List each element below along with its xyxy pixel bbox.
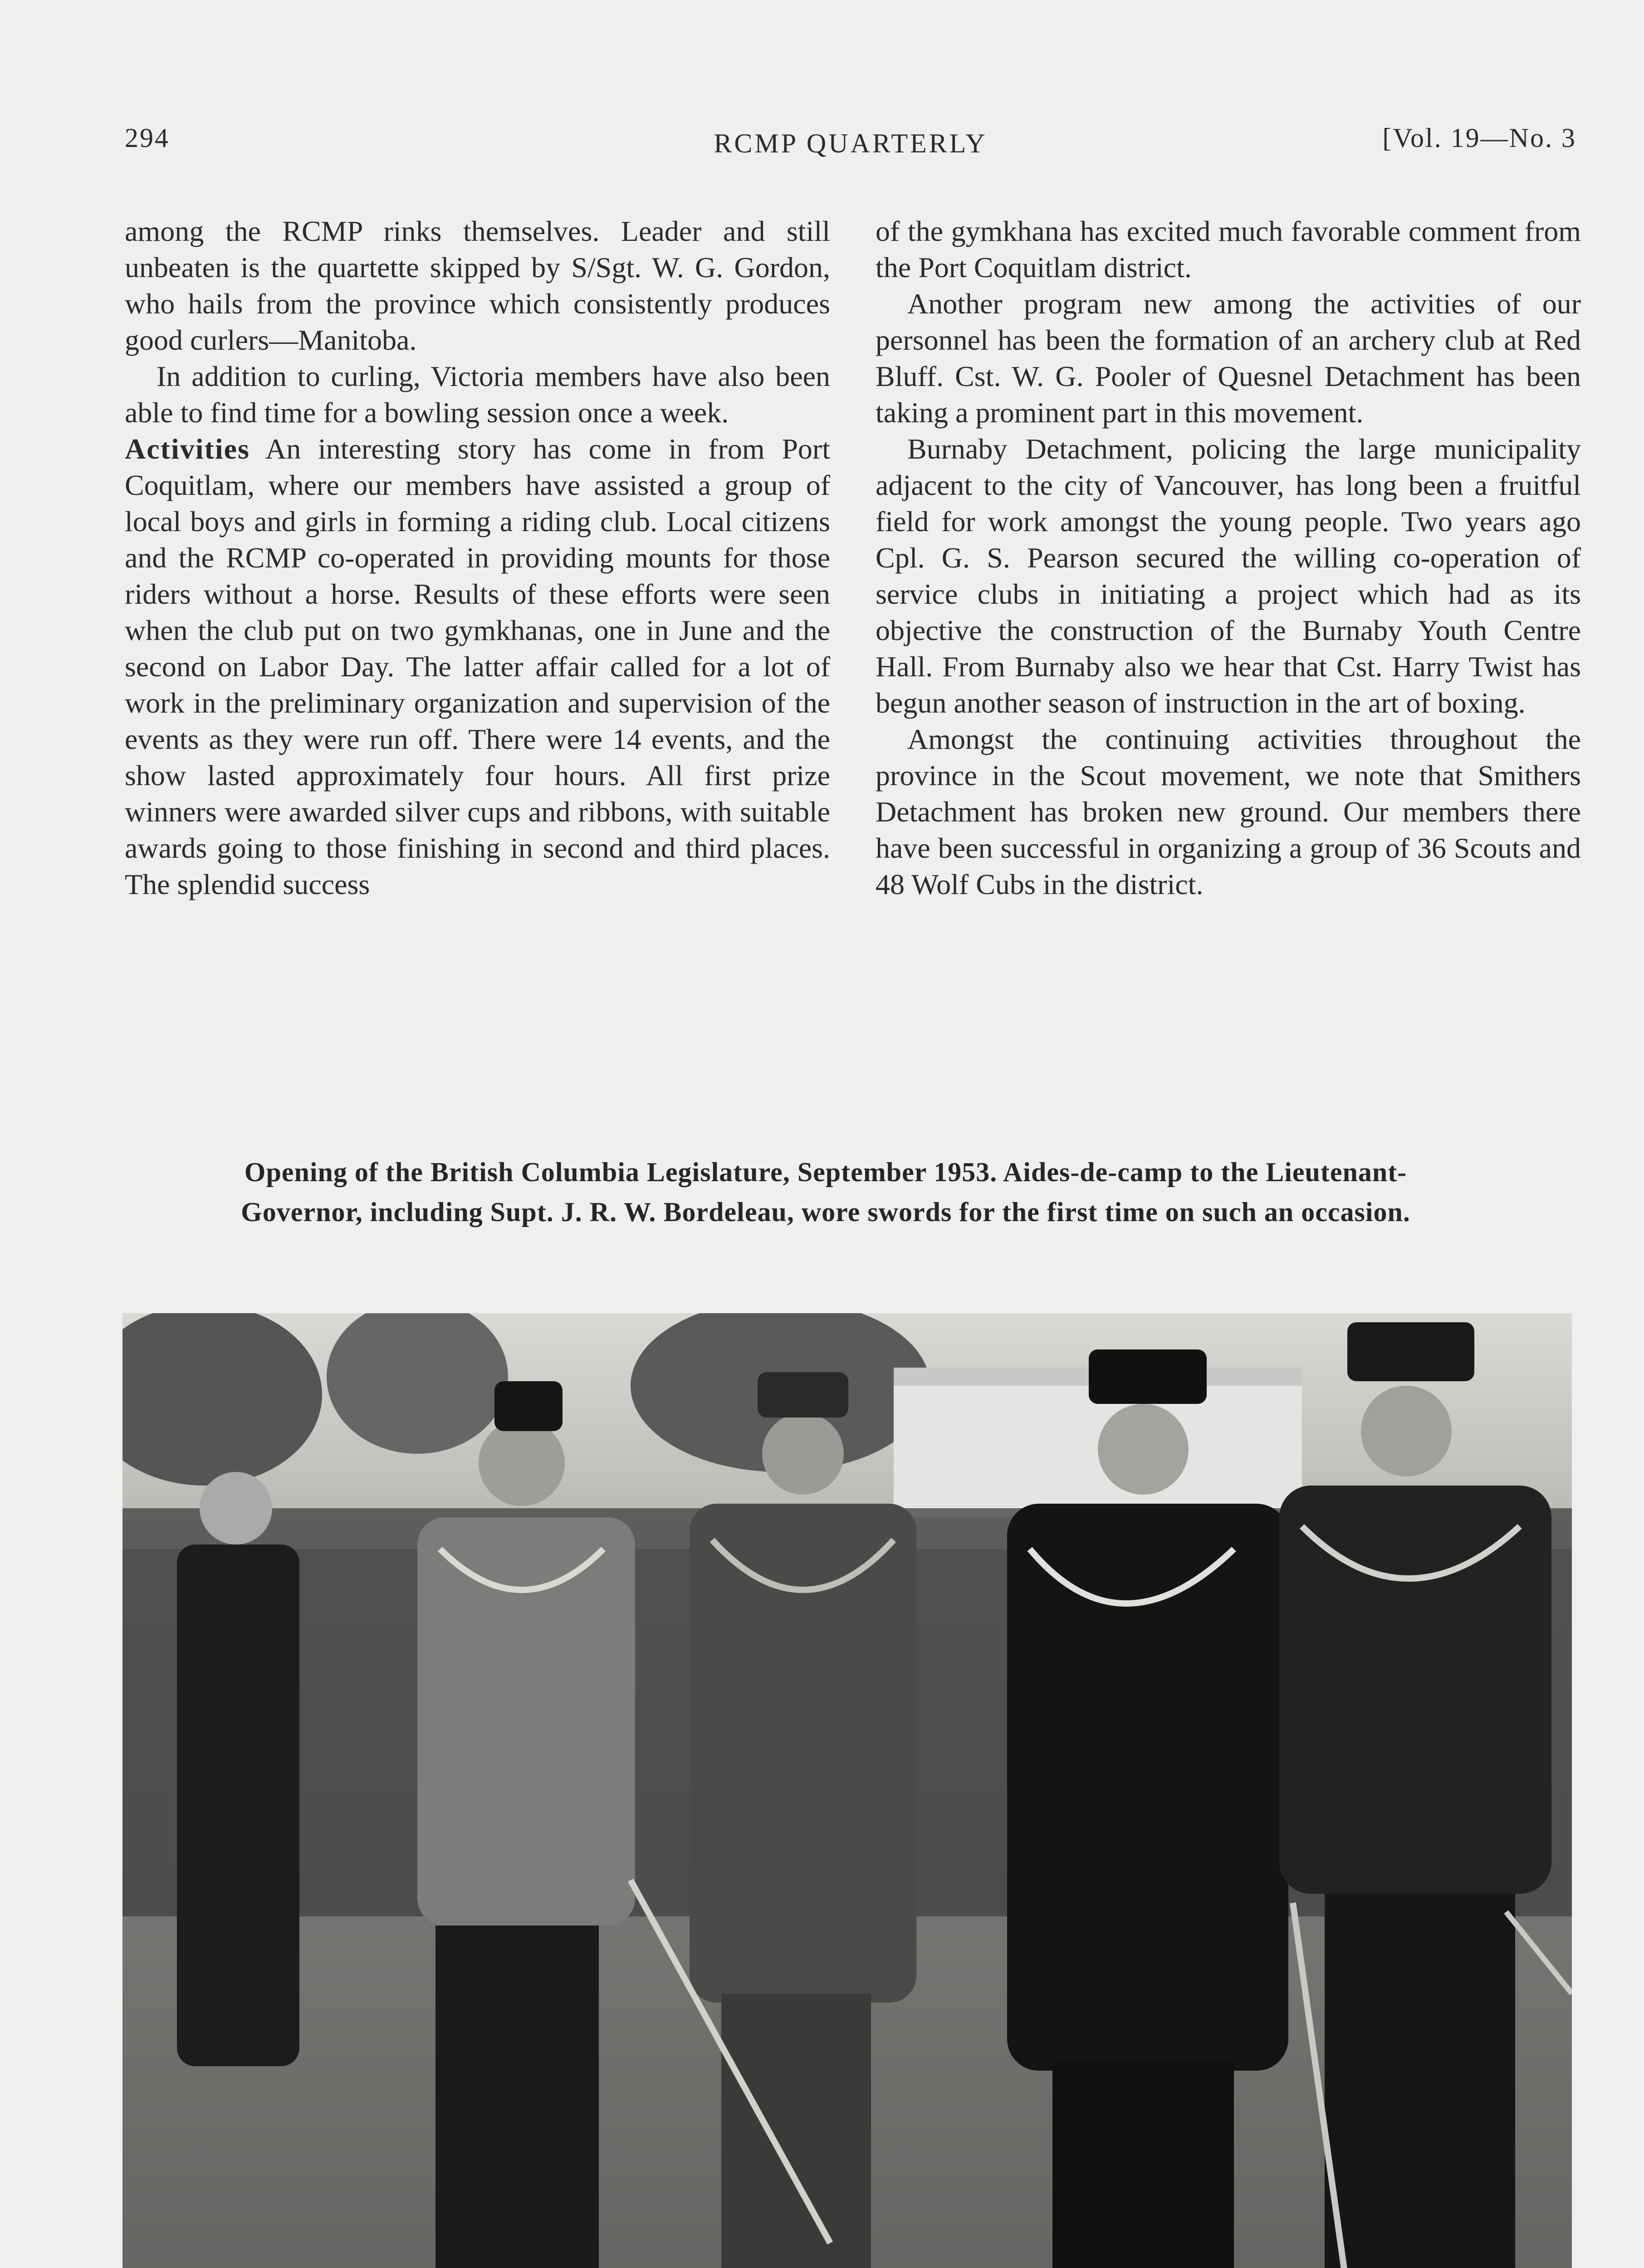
paragraph: Amongst the continuing activities throughout the province in the Scout movement, we note that Smithers Detachment has broken new ground. Our members there have been successful in organizing a group of 36 Scouts and 48 Wolf Cubs in the district. — [876, 723, 1581, 900]
paragraph: Another program new among the activities of our personnel has been the formation of an archery club at Red Bluff. Cst. W. G. Pooler of Quesnel Detachment has been taking a prominent part in this movement. — [876, 288, 1581, 429]
volume-issue: [Vol. 19—No. 3 — [1382, 123, 1576, 153]
right-column — [876, 213, 1581, 903]
run-in-heading: Activities — [125, 433, 250, 465]
paragraph: In addition to curling, Victoria members have also been able to find time for a bowling session once a week. — [125, 360, 830, 429]
left-column — [125, 213, 830, 903]
photo-illustration — [122, 1313, 1572, 2268]
ceremony-photograph — [122, 1313, 1572, 2268]
photo-caption: Opening of the British Columbia Legislature, September 1953. Aides-de-camp to the Lieutenant-Governor, including Supt. J. R. W. Bordeleau, wore swords for the first time on such an occasion. — [241, 1157, 1410, 1227]
journal-title: RCMP QUARTERLY — [714, 128, 988, 158]
running-head — [125, 122, 1576, 163]
paragraph-body: An interesting story has come in from Port Coquitlam, where our members have assisted a group of local boys and girls in forming a riding club. Local citizens and the RCMP co-operated in providing mounts for those riders without a horse. Results of these efforts were seen when the club put on two gymkhanas, one in June and the second on Labor Day. The latter affair called for a lot of work in the preliminary organization and supervision of the events as they were run off. There were 14 events, and the show lasted approximately four hours. All first prize winners were awarded silver cups and ribbons, with suitable awards going to those finishing in second and third places. The splendid success — [125, 433, 830, 900]
paragraph — [125, 431, 830, 903]
paragraph: Burnaby Detachment, policing the large municipality adjacent to the city of Vancouver, has long been a fruitful field for work amongst the young people. Two years ago Cpl. G. S. Pearson secured the willing co-operation of service clubs in initiating a project which had as its objective the construction of the Burnaby Youth Centre Hall. From Burnaby also we hear that Cst. Harry Twist has begun another season of instruction in the art of boxing. — [876, 433, 1581, 719]
page-number: 294 — [125, 123, 170, 153]
paragraph: among the RCMP rinks themselves. Leader and still unbeaten is the quartette skipped by S/Sgt. W. G. Gordon, who hails from the province which consistently produces good curlers—Manitoba. — [125, 215, 830, 356]
paragraph: of the gymkhana has excited much favorable comment from the Port Coquitlam district. — [876, 215, 1581, 284]
